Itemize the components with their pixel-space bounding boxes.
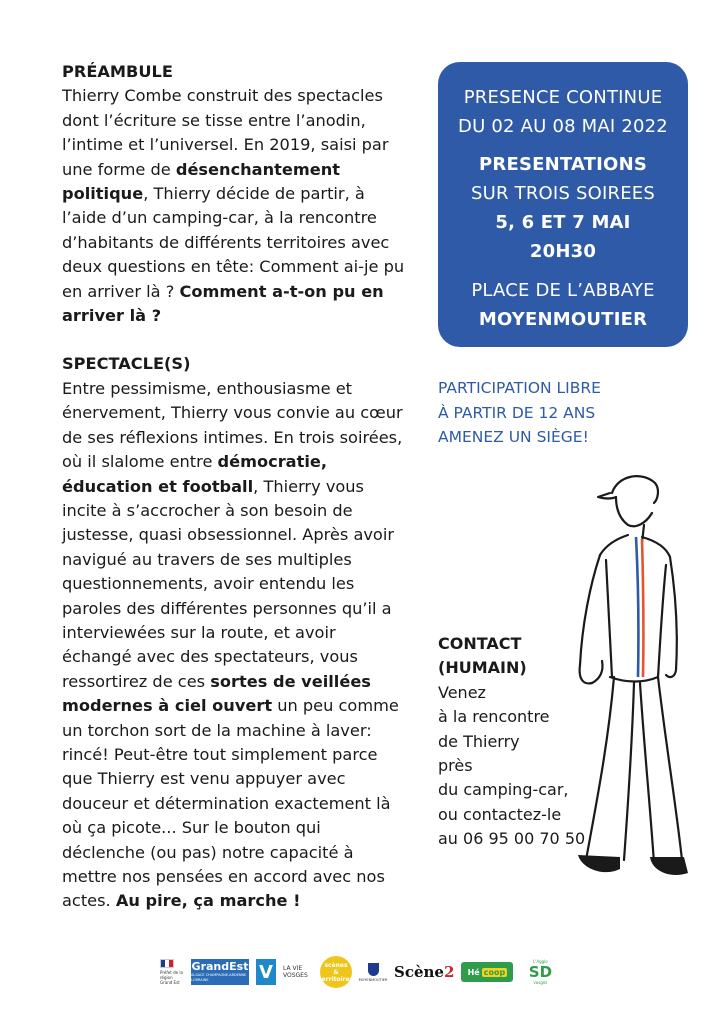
event-info-box xyxy=(438,62,688,347)
spectacle-emphasis: sortes de veillées modernes à ciel ouvert xyxy=(62,671,371,716)
spectacle-text: Entre pessimisme, enthousiasme et énervement, Thierry vous convie au cœur de ses réflexions intimes. En trois soirées, où il slalome entre xyxy=(62,378,403,472)
contact-line: ou contactez-le xyxy=(438,804,562,824)
preambule-paragraph xyxy=(62,84,407,328)
partner-logos xyxy=(160,952,572,992)
preambule-emphasis: désenchantement politique xyxy=(62,159,340,204)
soirees-line: SUR TROIS SOIREES xyxy=(471,183,655,204)
presence-line: PRESENCE CONTINUE xyxy=(463,87,663,108)
contact-subheading: (HUMAIN) xyxy=(438,658,527,678)
spectacle-heading: SPECTACLE(S) xyxy=(62,354,191,374)
spectacle-closing: Au pire, ça marche ! xyxy=(115,891,301,911)
contact-heading: CONTACT xyxy=(438,634,522,653)
venue-line: PLACE DE L’ABBAYE xyxy=(471,280,655,301)
contact-line: près xyxy=(438,756,473,776)
main-text-column xyxy=(62,60,407,914)
show-dates-line: 5, 6 ET 7 MAI xyxy=(495,212,631,233)
spectacle-text-3: un peu comme un torchon sort de la machine à laver: rincé! Peut-être tout simplement parce que Thierry est venu appuyer avec douceur et détermination exactement là où ça picote... Sur le bouton qui déclenche (ou pas) notre capacité à mettre nos pensées en accord avec nos actes. xyxy=(62,696,399,911)
la-vie-vosges-logo: LA VIE VOSGES xyxy=(283,965,308,979)
participation-info xyxy=(438,376,688,450)
spectacle-text-2: , Thierry vous incite à s’accrocher à son besoin de justesse, quasi obsessionnel. Après avoir navigué au travers de ses multiples questionnements, avoir entendu les paroles des différentes personnes qu’il a interviewées sur la route, et avoir échangé avec des spectateurs, vous ressortirez de ces xyxy=(62,476,394,691)
preambule-text: Thierry Combe construit des spectacles dont l’écriture se tisse entre l’anodin, l’intime et l’universel. En 2019, saisi par une forme de xyxy=(62,86,389,179)
presentations-line: PRESENTATIONS xyxy=(479,154,647,175)
vosges-v-logo: V xyxy=(256,959,276,985)
contact-line: de Thierry xyxy=(438,731,520,751)
participation-line-2: À PARTIR DE 12 ANS xyxy=(438,403,596,422)
preambule-question: Comment a-t-on pu en arriver là ? xyxy=(62,281,384,326)
shield-icon xyxy=(368,963,379,976)
preambule-text-2: , Thierry décide de partir, à l’aide d’un camping-car, à la rencontre d’habitants de différents territoires avec deux questions en tête: Comment ai-je pu en arriver là ? xyxy=(62,184,405,301)
participation-line-3: AMENEZ UN SIÈGE! xyxy=(438,428,589,446)
spectacle-topics: démocratie, éducation et football xyxy=(62,452,328,496)
contact-line: à la rencontre xyxy=(438,707,550,727)
grand-est-logo: GrandEst ALSACE CHAMPAGNE-ARDENNE LORRAINE xyxy=(191,959,249,985)
moyenmoutier-logo: MOYENMOUTIER xyxy=(359,957,387,987)
french-flag-icon xyxy=(160,959,174,968)
contact-line: Venez xyxy=(438,682,486,702)
preambule-heading: PRÉAMBULE xyxy=(62,62,173,81)
dates-line: DU 02 AU 08 MAI 2022 xyxy=(458,116,668,137)
hecoop-logo: Hé coop xyxy=(461,962,513,982)
scenes-territoires-logo: scènes & territoires xyxy=(320,956,352,988)
prefet-logo: Préfet de la région Grand Est xyxy=(160,959,184,985)
agglo-saint-die-logo: L'Agglo SD vosges xyxy=(528,959,553,985)
contact-block xyxy=(438,632,608,852)
spectacle-paragraph xyxy=(62,377,407,914)
scene2-logo: Scène 2 xyxy=(394,963,455,981)
town-line: MOYENMOUTIER xyxy=(478,309,648,330)
participation-line-1: PARTICIPATION LIBRE xyxy=(438,379,601,397)
show-time-line: 20H30 xyxy=(529,241,597,262)
contact-line: du camping-car, xyxy=(438,780,569,800)
contact-phone: au 06 95 00 70 50 xyxy=(438,829,586,849)
